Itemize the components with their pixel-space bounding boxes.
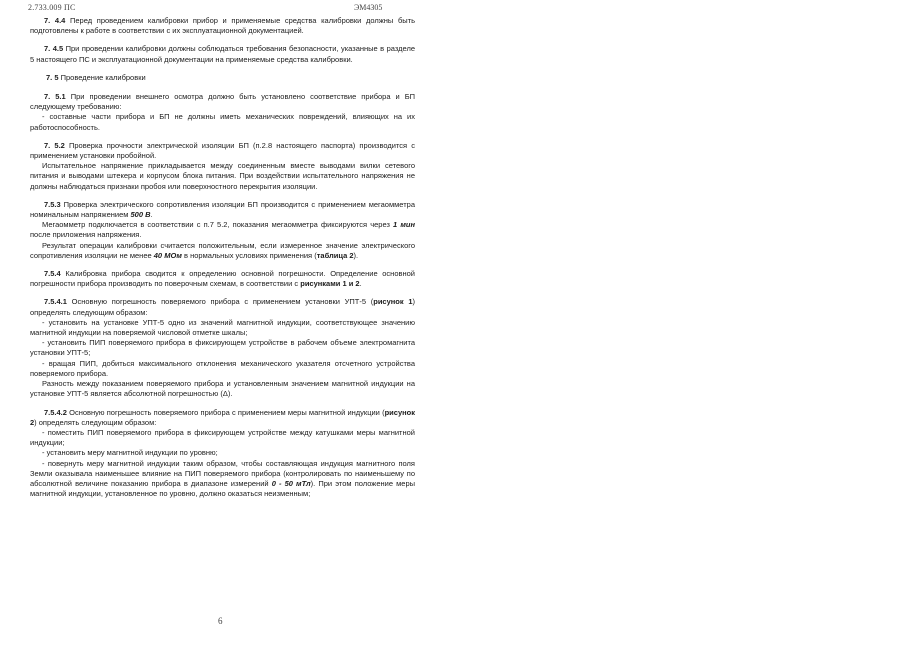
section-number: 7. 5 [46, 72, 59, 82]
list-item: - поместить ПИП поверяемого прибора в фиксирующем устройстве между катушками меры магнитной индукции; [30, 427, 415, 448]
voltage-value: 500 В [130, 210, 151, 220]
paragraph-continuation: Испытательное напряжение прикладывается между соединенным вместе выводами вилки сетевого питания и выводами штекера и корпусом блока питания. При воздействии испытательного напряжения не должны наблюдаться признаки пробоя или поверхностного перекрытия изоляции. [30, 161, 415, 191]
time-value: 1 мин [393, 220, 415, 230]
section-title: Проведение калибровки [60, 72, 146, 82]
clause-number: 7. 5.1 [44, 92, 66, 102]
list-item: - составные части прибора и БП не должны иметь механических повреждений, влияющих на их работоспособность. [30, 112, 415, 132]
paragraph-continuation [30, 220, 415, 240]
figures-reference: рисунками 1 и 2 [300, 279, 360, 289]
result-text: Результат операции калибровки считается положительным, если измеренное значение электрического сопротивления изоляции не менее [30, 240, 415, 260]
document-body [30, 16, 415, 507]
paragraph-continuation: Результат операции калибровки считается положительным, если измеренное значение электрического сопротивления изоляции не менее 40 МОм в нормальных условиях применения (таблица 2). [30, 240, 415, 260]
list-item: - установить меру магнитной индукции по уровню; [42, 448, 218, 458]
header-doc-code: 2.733.009 ПС [28, 3, 76, 12]
paragraph-text: Проверка электрического сопротивления изоляции БП производится с применением мегаомметра номинальным напряжением [30, 199, 415, 220]
paragraph-7-5-4: 7.5.4 Калибровка прибора сводится к определению основной погрешности. Определение основной погрешности прибора производить по поверочным схемам, в соответствии с рисунками 1 и 2. [30, 269, 415, 289]
list-item [30, 459, 415, 500]
paragraph-7-5-2 [30, 141, 415, 192]
clause-number: 7. 4.4 [44, 16, 66, 25]
list-item: - установить на установке УПТ-5 одно из значений магнитной индукции, соответствующее значению магнитной индукции на поверяемой числовой отметке шкалы; [30, 317, 415, 338]
section-heading-7-5 [46, 73, 415, 83]
megohmmeter-text: Мегаомметр подключается в соответствии с п.7 5.2, показания мегаомметра фиксируются через [42, 220, 390, 230]
conditions-text: в нормальных условиях применения [184, 250, 313, 260]
resistance-value: 40 МОм [153, 250, 182, 260]
list-item: - установить ПИП поверяемого прибора в фиксирующем устройстве в рабочем объеме электромагнита установки УПТ-5; [30, 338, 415, 358]
paragraph-7-5-4-1: 7.5.4.1 Основную погрешность поверяемого прибора с применением установки УПТ-5 (рисунок 1) определять следующим образом: - установить на установке УПТ-5 одно из значений магнитной индукции, соответствующее значению магнитной индукции на поверяемой числовой отметке шкалы; - установить ПИП поверяемого прибора в фиксирующем устройстве в рабочем объеме электромагнита установки УПТ-5; - вращая ПИП, добиться максимального отклонения механического указателя отсчетного устройства поверяемого прибора. Разность между показанием поверяемого прибора и установленным значением магнитной индукции на установке УПТ-5 является абсолютной погрешностью (Δ). [30, 297, 415, 399]
page-number: 6 [218, 616, 223, 626]
clause-number: 7. 4.5 [44, 44, 64, 54]
list-item-end: ). При этом положение меры магнитной индукции, установленное по уровню, должно оказаться неизменным; [30, 478, 415, 499]
paragraph-text: Основную погрешность поверяемого прибора с применением установки УПТ-5 [71, 297, 367, 307]
table-reference: таблица 2 [316, 250, 354, 260]
paragraph-7-5-4-2: 7.5.4.2 Основную погрешность поверяемого прибора с применением меры магнитной индукции (рисунок 2) определять следующим образом: - поместить ПИП поверяемого прибора в фиксирующем устройстве между катушками меры магнитной индукции; - установить меру магнитной индукции по уровню; - повернуть меру магнитной индукции таким образом, чтобы составляющая индукция магнитного поля Земли оказывала наименьшее влияние на ПИП поверяемого прибора (контролировать по наименьшему по абсолютной величине показанию прибора в диапазоне измерений 0 - 50 мТл). При этом положение меры магнитной индукции, установленное по уровню, должно оказаться неизменным; [30, 407, 415, 499]
range-value: 0 - 50 мТл [271, 478, 311, 488]
clause-number: 7.5.3 [44, 199, 61, 209]
paragraph-7-4-5 [30, 44, 415, 64]
paragraph-7-5-3: 7.5.3 Проверка электрического сопротивления изоляции БП производится с применением мегаомметра номинальным напряжением 500 В. Мегаомметр подключается в соответствии с п.7 5.2, показания мегаомметра фиксируются через 1 мин после приложения напряжения. Результат операции калибровки считается положительным, если измеренное значение электрического сопротивления изоляции не менее 40 МОм в нормальных условиях применения (таблица 2). [30, 199, 415, 260]
paragraph-text-2: определять следующим образом: [38, 417, 157, 427]
header-model: ЭМ4305 [354, 3, 383, 12]
clause-number: 7.5.4.2 [44, 407, 67, 417]
figure-reference: рисунок 2 [30, 407, 415, 427]
time-text: после приложения напряжения. [30, 230, 142, 240]
clause-number: 7.5.4 [44, 269, 61, 279]
paragraph-7-4-4 [30, 16, 415, 36]
paragraph-text: При проведении внешнего осмотра должно быть установлено соответствие прибора и БП следующему требованию: [30, 92, 416, 112]
clause-number: 7. 5.2 [44, 140, 65, 150]
figure-reference: рисунок 1 [373, 297, 413, 307]
list-item-text: - повернуть меру магнитной индукции таким образом, чтобы составляющая индукция магнитного поля Земли оказывала наименьшее влияние на ПИП поверяемого прибора (контролировать по наименьшему по абсолютной величине показанию прибора в диапазоне измерений [30, 458, 415, 488]
paragraph-text-2: определять следующим образом: [30, 307, 148, 317]
list-item: - вращая ПИП, добиться максимального отклонения механического указателя отсчетного устройства поверяемого прибора. [30, 358, 415, 378]
paragraph-7-5-1 [30, 92, 415, 133]
clause-number: 7.5.4.1 [44, 297, 67, 307]
paragraph-text: Основную погрешность поверяемого прибора с применением меры магнитной индукции [69, 407, 380, 417]
paragraph-continuation: Разность между показанием поверяемого прибора и установленным значением магнитной индукции на установке УПТ-5 является абсолютной погрешностью (Δ). [30, 379, 415, 399]
paragraph-text: Проверка прочности электрической изоляции БП (п.2.8 настоящего паспорта) производится с применением установки пробойной. [30, 140, 415, 161]
paragraph-text: Калибровка прибора сводится к определению основной погрешности. Определение основной погрешности прибора производить по поверочным схемам, в соответствии с [30, 269, 415, 289]
paragraph-text: Перед проведением калибровки прибор и применяемые средства калибровки должны быть подготовлены к работе в соответствии с их эксплуатационной документацией. [30, 16, 416, 36]
paragraph-text: При проведении калибровки должны соблюдаться требования безопасности, указанные в разделе 5 настоящего ПС и эксплуатационной документации на применяемые средства калибровки. [30, 44, 415, 64]
